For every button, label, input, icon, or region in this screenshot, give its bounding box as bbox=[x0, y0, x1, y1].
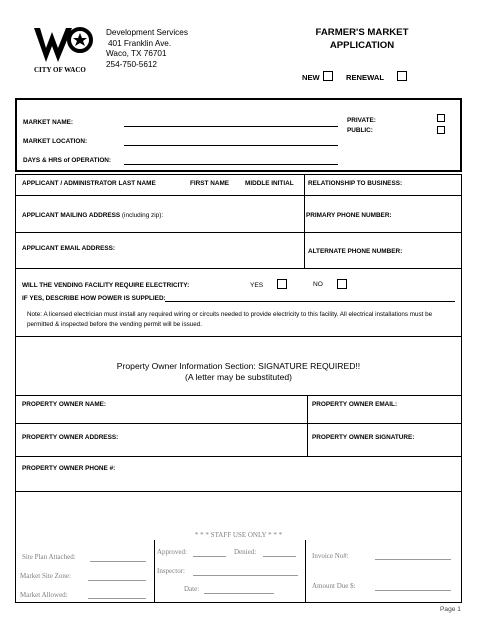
electricity-question: WILL THE VENDING FACILITY REQUIRE ELECTRICITY: bbox=[22, 282, 190, 289]
city-logo bbox=[28, 24, 100, 74]
invoice-label: Invoice No#: bbox=[312, 552, 349, 560]
applicant-last-name-label: APPLICANT / ADMINISTRATOR LAST NAME bbox=[22, 180, 156, 187]
inspector-field[interactable] bbox=[193, 575, 298, 576]
property-owner-section-title bbox=[15, 361, 462, 383]
staff-use-heading: * * * STAFF USE ONLY * * * bbox=[194, 531, 283, 539]
first-name-label: FIRST NAME bbox=[190, 180, 230, 187]
inspector-label: Inspector: bbox=[157, 567, 185, 575]
denied-label: Denied: bbox=[234, 548, 257, 556]
electrician-note: Note: A licensed electrician must install any required wiring or circuits needed to provide electricity to this facility. All electrical installations must be permitted & inspected before the vending permit will be issued. bbox=[27, 311, 433, 328]
yes-label: YES bbox=[250, 282, 264, 289]
market-allowed-field[interactable] bbox=[88, 598, 146, 599]
mailing-address-label bbox=[22, 212, 163, 219]
mailing-address-note: (including zip): bbox=[121, 212, 164, 219]
market-zone-label: Market Site Zone: bbox=[20, 572, 71, 580]
property-owner-phone-label: PROPERTY OWNER PHONE #: bbox=[22, 465, 116, 472]
public-label: PUBLIC: bbox=[347, 127, 373, 134]
form-title-line2: APPLICATION bbox=[329, 40, 395, 51]
logo-text: CITY OF WACO bbox=[34, 66, 86, 74]
new-checkbox[interactable] bbox=[323, 71, 333, 81]
page-number: Page 1 bbox=[440, 606, 461, 613]
form-title-line1: FARMER'S MARKET bbox=[315, 27, 409, 38]
property-owner-address-label: PROPERTY OWNER ADDRESS: bbox=[22, 434, 119, 441]
new-label: NEW bbox=[302, 73, 320, 82]
power-description-label: IF YES, DESCRIBE HOW POWER IS SUPPLIED: bbox=[22, 295, 166, 302]
property-owner-title: Property Owner Information Section: SIGNATURE REQUIRED!! bbox=[116, 361, 361, 371]
relationship-label: RELATIONSHIP TO BUSINESS: bbox=[308, 180, 403, 187]
property-owner-email-label: PROPERTY OWNER EMAIL: bbox=[312, 401, 398, 408]
department-address bbox=[106, 28, 188, 70]
invoice-field[interactable] bbox=[375, 559, 451, 560]
amount-due-field[interactable] bbox=[375, 590, 451, 591]
alternate-phone-label: ALTERNATE PHONE NUMBER: bbox=[308, 248, 403, 255]
power-description-field[interactable] bbox=[165, 301, 455, 302]
private-checkbox[interactable] bbox=[437, 114, 445, 122]
phone-number: 254-750-5612 bbox=[106, 59, 157, 69]
private-label: PRIVATE: bbox=[347, 117, 376, 124]
site-plan-field[interactable] bbox=[90, 561, 146, 562]
form-title bbox=[292, 26, 432, 52]
renewal-label: RENEWAL bbox=[346, 73, 384, 82]
applicant-email-label: APPLICANT EMAIL ADDRESS: bbox=[22, 245, 116, 252]
mailing-address-text: APPLICANT MAILING ADDRESS bbox=[22, 212, 121, 219]
days-hours-field[interactable] bbox=[124, 164, 338, 165]
date-field[interactable] bbox=[204, 593, 274, 594]
date-label: Date: bbox=[184, 585, 200, 593]
days-hours-label: DAYS & HRS of OPERATION: bbox=[23, 157, 112, 164]
denied-field[interactable] bbox=[263, 556, 296, 557]
market-name-field[interactable] bbox=[124, 126, 338, 127]
market-allowed-label: Market Allowed: bbox=[20, 591, 68, 599]
approved-field[interactable] bbox=[193, 556, 226, 557]
market-location-label: MARKET LOCATION: bbox=[23, 138, 88, 145]
middle-initial-label: MIDDLE INITIAL bbox=[245, 180, 294, 187]
electricity-no-checkbox[interactable] bbox=[337, 279, 347, 289]
street-address: 401 Franklin Ave. bbox=[108, 38, 172, 48]
no-label: NO bbox=[313, 281, 323, 288]
market-name-label: MARKET NAME: bbox=[23, 119, 74, 126]
department-name: Development Services bbox=[106, 28, 188, 37]
property-owner-subtitle: (A letter may be substituted) bbox=[185, 372, 292, 382]
property-owner-name-label: PROPERTY OWNER NAME: bbox=[22, 401, 107, 408]
property-owner-signature-label: PROPERTY OWNER SIGNATURE: bbox=[312, 434, 415, 441]
amount-due-label: Amount Due $: bbox=[312, 582, 356, 590]
public-checkbox[interactable] bbox=[437, 126, 445, 134]
city-logo-mark-icon bbox=[28, 24, 100, 66]
market-location-field[interactable] bbox=[124, 145, 338, 146]
market-zone-field[interactable] bbox=[88, 580, 146, 581]
approved-label: Approved: bbox=[157, 548, 187, 556]
city-state-zip: Waco, TX 76701 bbox=[106, 49, 167, 58]
renewal-checkbox[interactable] bbox=[397, 71, 407, 81]
site-plan-label: Site Plan Attached: bbox=[22, 553, 76, 561]
primary-phone-label: PRIMARY PHONE NUMBER: bbox=[306, 212, 392, 219]
electricity-yes-checkbox[interactable] bbox=[277, 279, 287, 289]
